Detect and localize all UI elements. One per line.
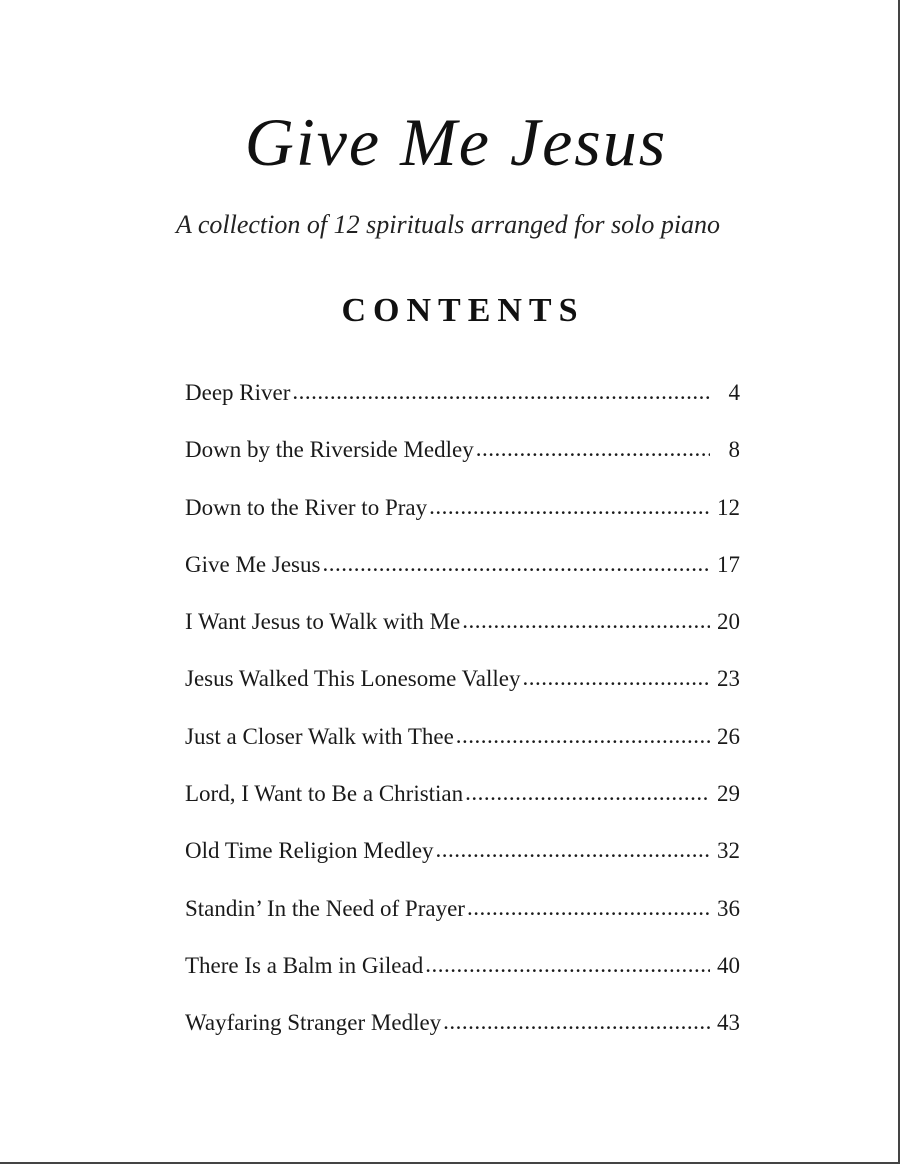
toc-entry bbox=[185, 609, 740, 666]
toc-entry-title: I Want Jesus to Walk with Me bbox=[185, 609, 461, 635]
toc-entry-title: Wayfaring Stranger Medley bbox=[185, 1010, 442, 1036]
toc-entry bbox=[185, 953, 740, 1010]
toc-entry-title: Down to the River to Pray bbox=[185, 494, 428, 520]
toc-entry bbox=[185, 495, 740, 552]
toc-entry-page: 23 bbox=[717, 666, 740, 692]
toc-entry-page: 32 bbox=[717, 838, 740, 864]
toc-dot-leader bbox=[322, 551, 710, 577]
page-subtitle: A collection of 12 spirituals arranged for solo piano bbox=[175, 210, 721, 239]
toc-entry bbox=[185, 838, 740, 895]
toc-dot-leader bbox=[436, 837, 710, 863]
page-title: Give Me Jesus bbox=[244, 104, 668, 180]
toc-entry-title: Standin’ In the Need of Prayer bbox=[185, 895, 465, 921]
toc-entry-title: Lord, I Want to Be a Christian bbox=[185, 781, 464, 807]
toc-entry-page: 40 bbox=[717, 952, 740, 978]
toc-entry bbox=[185, 896, 740, 953]
toc-dot-leader bbox=[465, 780, 710, 806]
toc-entry-title: There Is a Balm in Gilead bbox=[185, 952, 424, 978]
toc-dot-leader bbox=[522, 665, 710, 691]
toc-entry bbox=[185, 380, 740, 437]
toc-entry bbox=[185, 552, 740, 609]
toc-dot-leader bbox=[292, 379, 710, 405]
contents-heading: CONTENTS bbox=[341, 292, 585, 329]
table-of-contents bbox=[185, 380, 740, 1068]
toc-dot-leader bbox=[467, 895, 710, 921]
toc-entry-page: 43 bbox=[717, 1010, 740, 1036]
toc-entry-title: Give Me Jesus bbox=[185, 551, 321, 577]
toc-dot-leader bbox=[476, 436, 710, 462]
toc-entry-title: Just a Closer Walk with Thee bbox=[185, 723, 454, 749]
toc-dot-leader bbox=[462, 608, 710, 634]
toc-entry bbox=[185, 781, 740, 838]
toc-entry-title: Jesus Walked This Lonesome Valley bbox=[185, 666, 521, 692]
toc-entry-page: 20 bbox=[717, 609, 740, 635]
toc-entry-title: Old Time Religion Medley bbox=[185, 838, 434, 864]
toc-entry bbox=[185, 437, 740, 494]
toc-entry bbox=[185, 1010, 740, 1067]
toc-entry-title: Down by the Riverside Medley bbox=[185, 437, 474, 463]
toc-entry-page: 29 bbox=[717, 781, 740, 807]
toc-entry-title: Deep River bbox=[185, 380, 291, 405]
toc-dot-leader bbox=[429, 494, 710, 520]
toc-entry-page: 26 bbox=[717, 723, 740, 749]
toc-entry bbox=[185, 724, 740, 781]
toc-dot-leader bbox=[425, 952, 710, 978]
toc-entry-page: 8 bbox=[728, 437, 740, 463]
toc-dot-leader bbox=[443, 1009, 710, 1035]
toc-entry-page: 36 bbox=[717, 895, 740, 921]
toc-entry-page: 12 bbox=[717, 494, 740, 520]
toc-entry-page: 4 bbox=[728, 380, 740, 405]
toc-dot-leader bbox=[456, 723, 710, 749]
toc-entry bbox=[185, 666, 740, 723]
toc-entry-page: 17 bbox=[717, 551, 740, 577]
